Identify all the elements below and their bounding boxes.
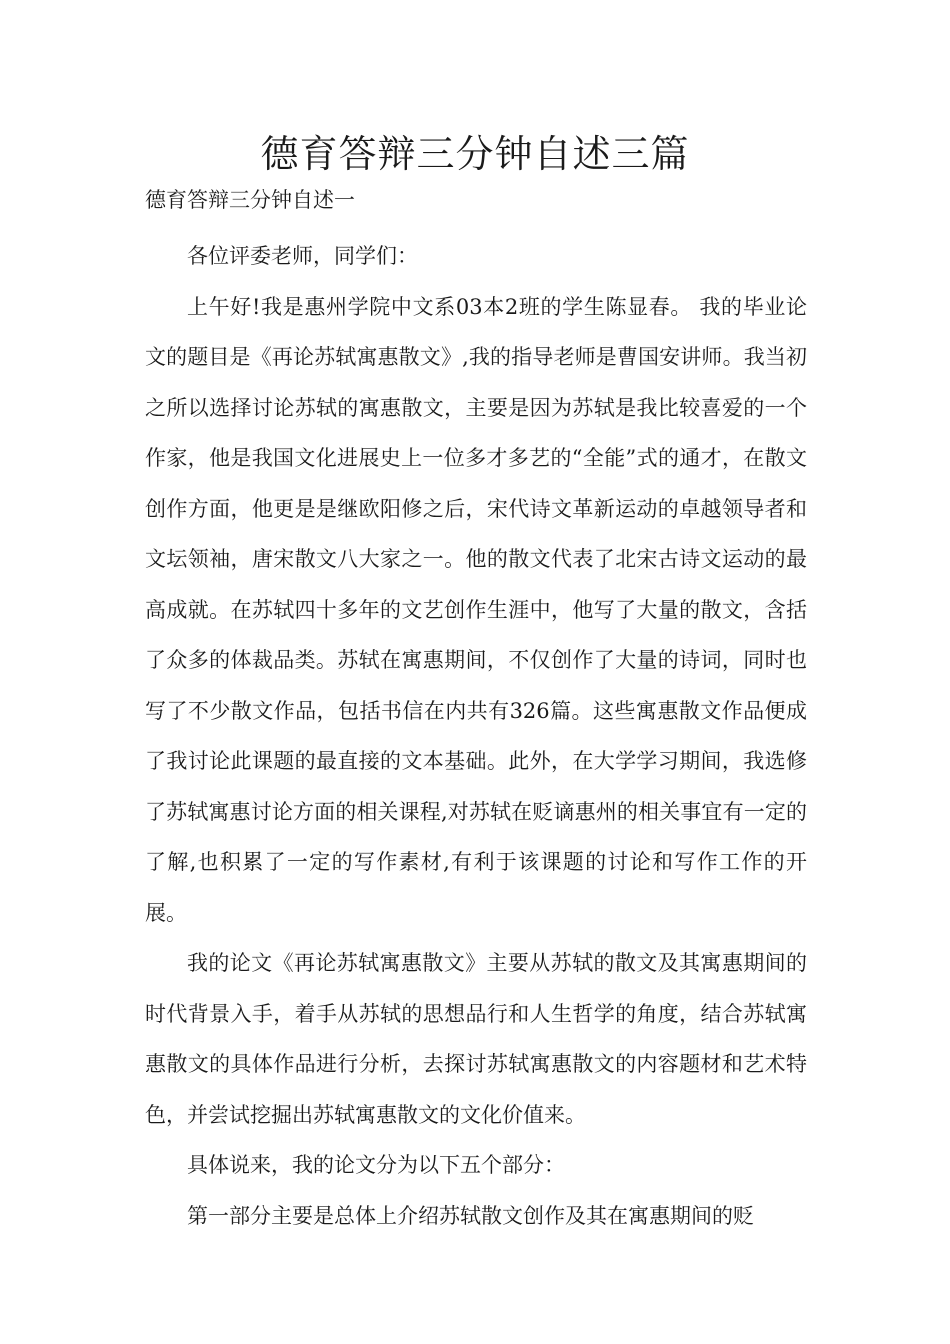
paragraph-greeting: 各位评委老师，同学们： <box>187 244 418 268</box>
paragraph-thesis-overview: 我的论文《再论苏轼寓惠散文》主要从苏轼的散文及其寓惠期间的时代背景入手，着手从苏轼的思想品行和人生哲学的角度，结合苏轼寓惠散文的具体作品进行分析，去探讨苏轼寓惠散文的内容题材和艺术特色，并尝试挖掘出苏轼寓惠散文的文化价值来。 <box>145 951 807 1127</box>
paragraph-introduction: 上午好!我是惠州学院中文系03本2班的学生陈显春。 我的毕业论文的题目是《再论苏轼寓惠散文》,我的指导老师是曹国安讲师。我当初之所以选择讨论苏轼的寓惠散文，主要是因为苏轼是我比较喜爱的一个作家，他是我国文化进展史上一位多才多艺的“全能”式的通才，在散文创作方面，他更是是继欧阳修之后，宋代诗文革新运动的卓越领导者和文坛领袖，唐宋散文八大家之一。他的散文代表了北宋古诗文运动的最高成就。在苏轼四十多年的文艺创作生涯中，他写了大量的散文，含括了众多的体裁品类。苏轼在寓惠期间，不仅创作了大量的诗词，同时也写了不少散文作品，包括书信在内共有326篇。这些寓惠散文作品便成了我讨论此课题的最直接的文本基础。此外，在大学学习期间，我选修了苏轼寓惠讨论方面的相关课程,对苏轼在贬谪惠州的相关事宜有一定的了解,也积累了一定的写作素材,有利于该课题的讨论和写作工作的开展。 <box>145 294 807 925</box>
document-body <box>145 231 807 1241</box>
paragraph-part-one: 第一部分主要是总体上介绍苏轼散文创作及其在寓惠期间的贬 <box>187 1203 754 1228</box>
document-subtitle: 德育答辩三分钟自述一 <box>145 188 355 212</box>
paragraph-structure: 具体说来，我的论文分为以下五个部分： <box>187 1153 565 1177</box>
document-title: 德育答辩三分钟自述三篇 <box>260 132 690 176</box>
